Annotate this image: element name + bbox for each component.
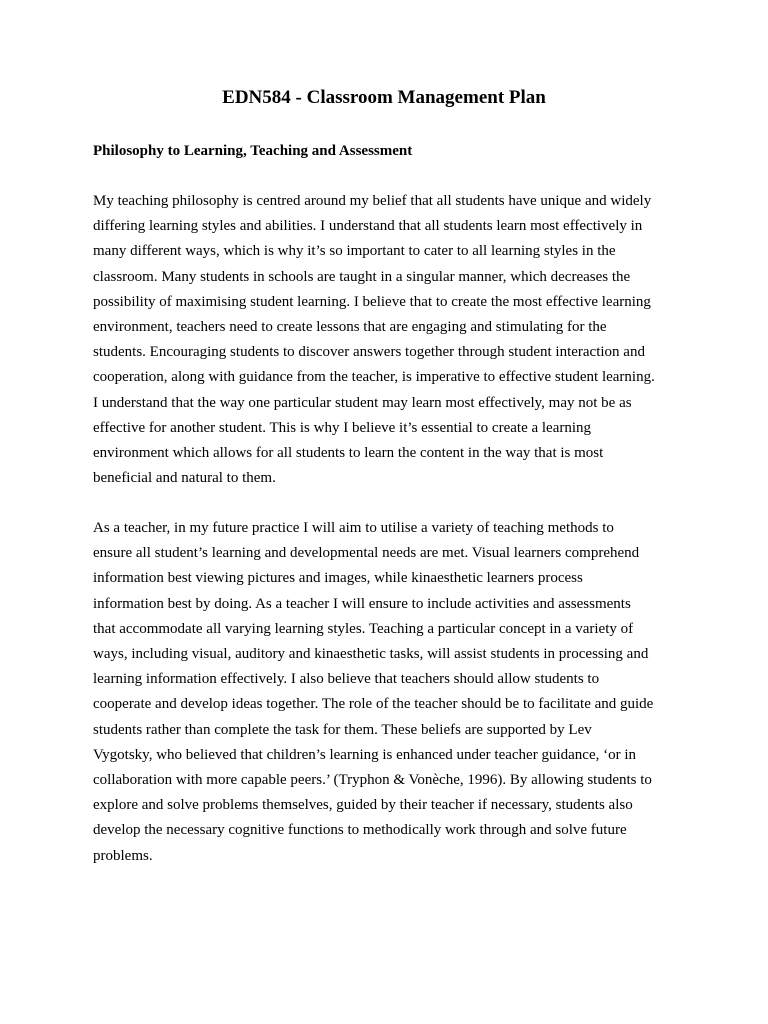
paragraph-line: beneficial and natural to them. (93, 470, 276, 487)
paragraph-line: information best by doing. As a teacher I will ensure to include activities and assessments (93, 595, 631, 612)
paragraph-line: classroom. Many students in schools are taught in a singular manner, which decreases the (93, 268, 631, 285)
paragraph-line: cooperate and develop ideas together. The role of the teacher should be to facilitate and guide (93, 696, 654, 713)
paragraph-line: students rather than complete the task for them. These beliefs are supported by Lev (93, 721, 592, 738)
paragraph-line: that accommodate all varying learning styles. Teaching a particular concept in a variety of (93, 620, 634, 637)
paragraph-line: My teaching philosophy is centred around my belief that all students have unique and widely (93, 193, 652, 209)
paragraph-line: explore and solve problems themselves, guided by their teacher if necessary, students also (93, 797, 633, 814)
paragraph-line: differing learning styles and abilities. I understand that all students learn most effectively in (93, 218, 643, 235)
paragraph-line: possibility of maximising student learning. I believe that to create the most effective learning (93, 293, 651, 310)
paragraph-line: many different ways, which is why it’s so important to cater to all learning styles in the (93, 243, 616, 260)
paragraph-line: cooperation, along with guidance from the teacher, is imperative to effective student learning. (93, 369, 655, 386)
paragraph-line: ways, including visual, auditory and kinaesthetic tasks, will assist students in processing and (93, 646, 649, 663)
paragraph-1 (93, 189, 655, 491)
document-title: EDN584 - Classroom Management Plan (222, 87, 546, 108)
paragraph-line: ensure all student’s learning and developmental needs are met. Visual learners comprehend (93, 545, 640, 562)
paragraph-line: students. Encouraging students to discover answers together through student interaction and (93, 344, 645, 361)
section-heading: Philosophy to Learning, Teaching and Assessment (93, 143, 413, 159)
paragraph-line: As a teacher, in my future practice I will aim to utilise a variety of teaching methods to (93, 520, 614, 536)
paragraph-line: problems. (93, 847, 153, 864)
paragraph-2 (93, 516, 653, 869)
paragraph-line: information best viewing pictures and images, while kinaesthetic learners process (93, 570, 583, 587)
paragraph-line: effective for another student. This is why I believe it’s essential to create a learning (93, 419, 592, 436)
paragraph-line: I understand that the way one particular student may learn most effectively, may not be as (93, 394, 632, 411)
paragraph-line: develop the necessary cognitive functions to methodically work through and solve future (93, 822, 627, 839)
paragraph-line: environment, teachers need to create lessons that are engaging and stimulating for the (93, 319, 607, 336)
paragraph-line: Vygotsky, who believed that children’s learning is enhanced under teacher guidance, ‘or in (93, 746, 637, 763)
paragraph-line: learning information effectively. I also believe that teachers should allow students to (93, 671, 600, 688)
paragraph-line: collaboration with more capable peers.’ (Tryphon & Vonèche, 1996). By allowing students to (93, 772, 652, 789)
paragraph-line: environment which allows for all students to learn the content in the way that is most (93, 445, 604, 462)
